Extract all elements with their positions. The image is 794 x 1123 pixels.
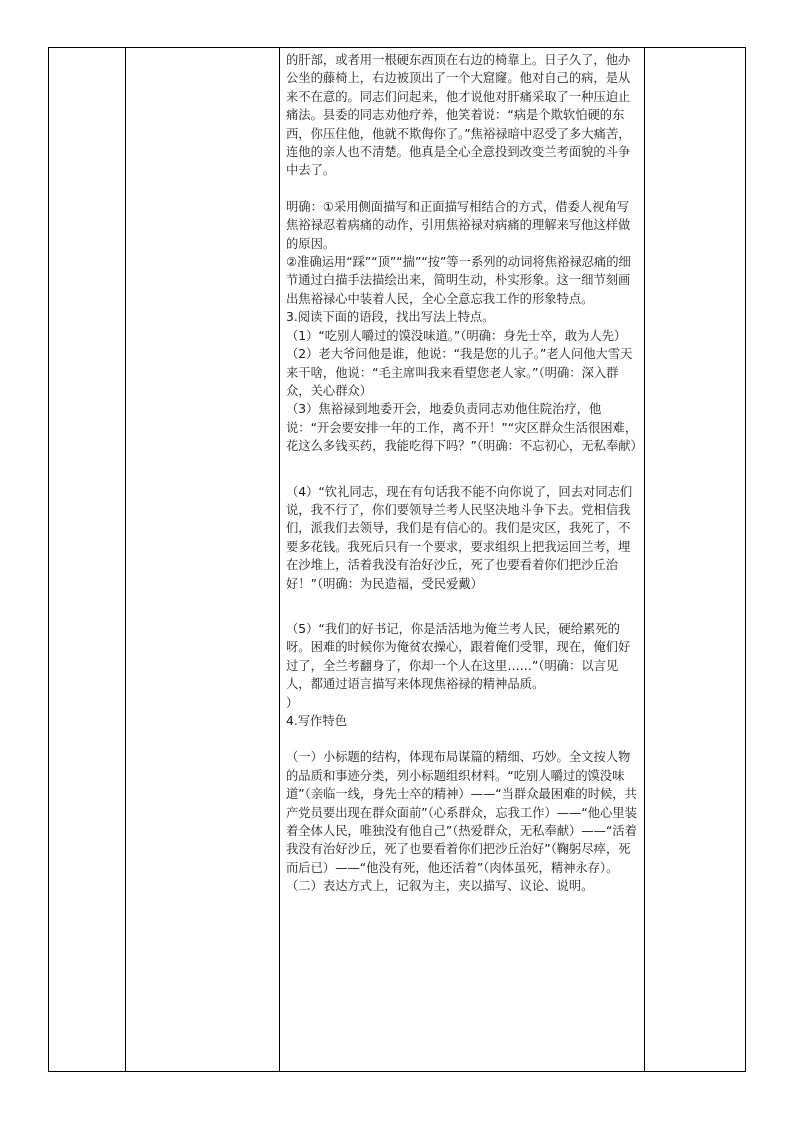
feature-paragraph-2: （二）表达方式上，记叙为主，夹以描写、议论、说明。 <box>286 879 594 894</box>
section-heading-4: 4.写作特色 <box>286 714 347 728</box>
lesson-table <box>48 47 746 1072</box>
content-cell <box>280 48 644 1071</box>
section-heading-3: 3.阅读下面的语段，找出写法上特点。 <box>286 310 495 325</box>
answer-paragraph-1: 明确：①采用侧面描写和正面描写相结合的方式，借委人视角写焦裕禄忍着病痛的动作，引用焦裕禄对病痛的理解来写他这样做的原因。 <box>286 199 631 251</box>
closing-bracket: ） <box>286 695 299 710</box>
quote-item-3: （3）焦裕禄到地委开会，地委负责同志劝他住院治疗，他说：“开会要安排一年的工作，离不开！”“灾区群众生活很困难，花这么多钱买药，我能吃得下吗？”（明确：不忘初心，无私奉献） <box>286 402 643 454</box>
quote-item-5: （5）“我们的好书记，你是活活地为俺兰考人民，硬给累死的呀。困难的时候你为俺贫农操心，跟着俺们受罪，现在，俺们好过了，全兰考翻身了，你却一个人在这里……”（明确：以言见人，都通过语言描写来体现焦裕禄的精神品质。 <box>286 621 631 692</box>
quote-item-1: （1）“吃别人嚼过的馍没味道。”（明确：身先士卒，敢为人先） <box>286 328 627 343</box>
quote-item-4: （4）“钦礼同志，现在有句话我不能不向你说了，回去对同志们说，我不行了，你们要领导兰考人民坚决地斗争下去。党相信我们，派我们去领导，我们是有信心的。我们是灾区，我死了，不要多花钱。我死后只有一个要求，要求组织上把我运回兰考，埋在沙堆上，活着我没有治好沙丘，死了也要看着你们把沙丘治好！”（明确：为民造福，受民爱戴） <box>286 484 633 591</box>
answer-paragraph-2: ②准确运用“踩”“顶”“揣”“按”等一系列的动词将焦裕禄忍痛的细节通过白描手法描绘出来，简明生动，朴实形象。这一细节刻画出焦裕禄心中装着人民，全心全意忘我工作的形象特点。 <box>286 255 631 306</box>
column-divider-1 <box>125 48 126 1071</box>
quote-item-2: （2）老大爷问他是谁，他说：“我是您的儿子。”老人问他大雪天来干啥，他说：“毛主席叫我来看望您老人家。”（明确：深入群众，关心群众） <box>286 347 633 398</box>
feature-paragraph-1: （一）小标题的结构，体现布局谋篇的精细、巧妙。全文按人物的品质和事迹分类，列小标题组织材料。“吃别人嚼过的馍没味道”（亲临一线，身先士卒的精神）——“当群众最困难的时候，共产党员要出现在群众面前”（心系群众，忘我工作）——“他心里装着全体人民，唯独没有他自己”（热爱群众，无私奉献）——“活着我没有治好沙丘，死了也要看着你们把沙丘治好”（鞠躬尽瘁，死而后已）——“他没有死，他还活着”（肉体虽死，精神永存）。 <box>286 750 637 875</box>
passage-paragraph: 的肝部，或者用一根硬东西顶在右边的椅靠上。日子久了，他办公坐的藤椅上，右边被顶出了一个大窟窿。他对自己的病，是从来不在意的。同志们问起来，他才说他对肝痛采取了一种压迫止痛法。县委的同志劝他疗养，他笑着说：“病是个欺软怕硬的东西，你压住他，他就不欺侮你了。”焦裕禄暗中忍受了多大痛苦，连他的亲人也不清楚。他真是全心全意投到改变兰考面貌的斗争中去了。 <box>286 53 631 178</box>
column-divider-3 <box>644 48 645 1071</box>
